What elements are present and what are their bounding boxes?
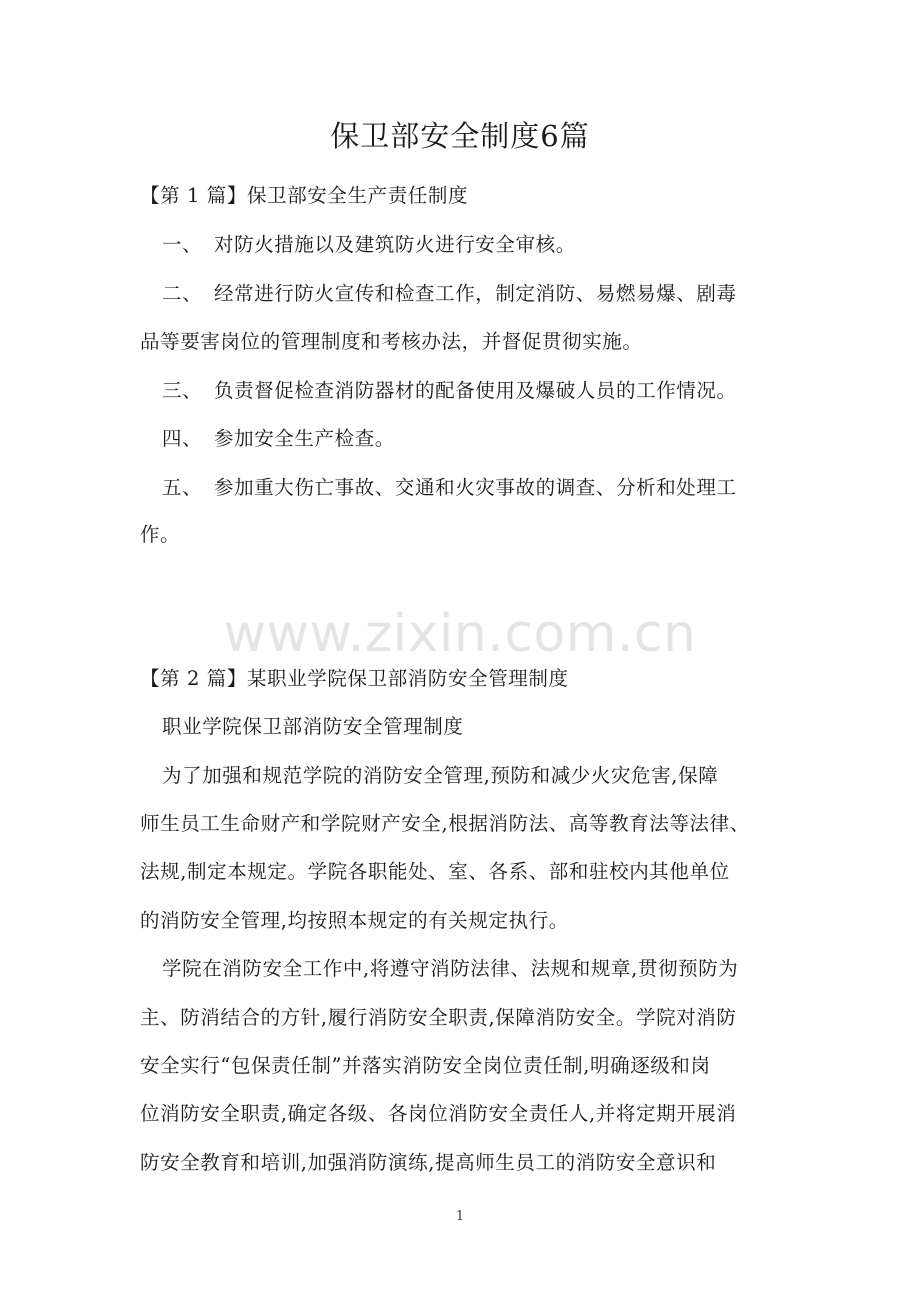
- section1-item-3: [162, 376, 737, 406]
- section2-para2-line-4: 位消防安全职责,确定各级、各岗位消防安全责任人,并将定期开展消: [140, 1102, 737, 1125]
- item-number: 三、: [162, 379, 203, 402]
- section2-para2-line-2: 主、防消结合的方针,履行消防安全职责,保障消防安全。学院对消防: [140, 1006, 737, 1029]
- section1-item-1: [162, 230, 576, 260]
- item-text: 对防火措施以及建筑防火进行安全审核。: [214, 233, 576, 256]
- item-number: 四、: [162, 427, 203, 450]
- section2-para1-line-3: 法规,制定本规定。学院各职能处、室、各系、部和驻校内其他单位: [140, 860, 730, 883]
- section1-item-4: [162, 424, 395, 454]
- item-text: 参加重大伤亡事故、交通和火灾事故的调查、分析和处理工: [214, 476, 737, 499]
- section2-para2-line-1: 学院在消防安全工作中,将遵守消防法律、法规和规章,贯彻预防为: [162, 957, 739, 980]
- section2-para2-line-5: 防安全教育和培训,加强消防演练,提高师生员工的消防安全意识和: [140, 1151, 717, 1174]
- section1-item-5: [162, 473, 737, 503]
- section1-item-2: [162, 279, 737, 309]
- page-number: 1: [455, 1209, 465, 1224]
- section2-para1-line-2: 师生员工生命财产和学院财产安全,根据消防法、高等教育法等法律、: [140, 812, 750, 835]
- section1-item-5-continued: 作。: [140, 523, 181, 546]
- document-title: 保卫部安全制度6篇: [330, 119, 590, 153]
- section2-heading: 【第 2 篇】某职业学院保卫部消防安全管理制度: [140, 667, 569, 690]
- item-text: 参加安全生产检查。: [214, 427, 395, 450]
- section2-para1-line-4: 的消防安全管理,均按照本规定的有关规定执行。: [140, 909, 569, 932]
- section2-para2-line-3: 安全实行“包保责任制”并落实消防安全岗位责任制,明确逐级和岗: [140, 1054, 711, 1077]
- item-number: 二、: [162, 282, 203, 305]
- item-number: 五、: [162, 476, 203, 499]
- section2-subtitle: 职业学院保卫部消防安全管理制度: [162, 715, 464, 738]
- section1-item-2-continued: 品等要害岗位的管理制度和考核办法，并督促贯彻实施。: [140, 330, 643, 353]
- item-text: 负责督促检查消防器材的配备使用及爆破人员的工作情况。: [214, 379, 737, 402]
- item-text: 经常进行防火宣传和检查工作，制定消防、易燃易爆、剧毒: [214, 282, 737, 305]
- section2-para1-line-1: 为了加强和规范学院的消防安全管理,预防和减少火灾危害,保障: [162, 764, 719, 787]
- item-number: 一、: [162, 233, 203, 256]
- watermark: www.zixin.com.cn: [223, 604, 697, 664]
- section1-heading: 【第 1 篇】保卫部安全生产责任制度: [140, 184, 469, 207]
